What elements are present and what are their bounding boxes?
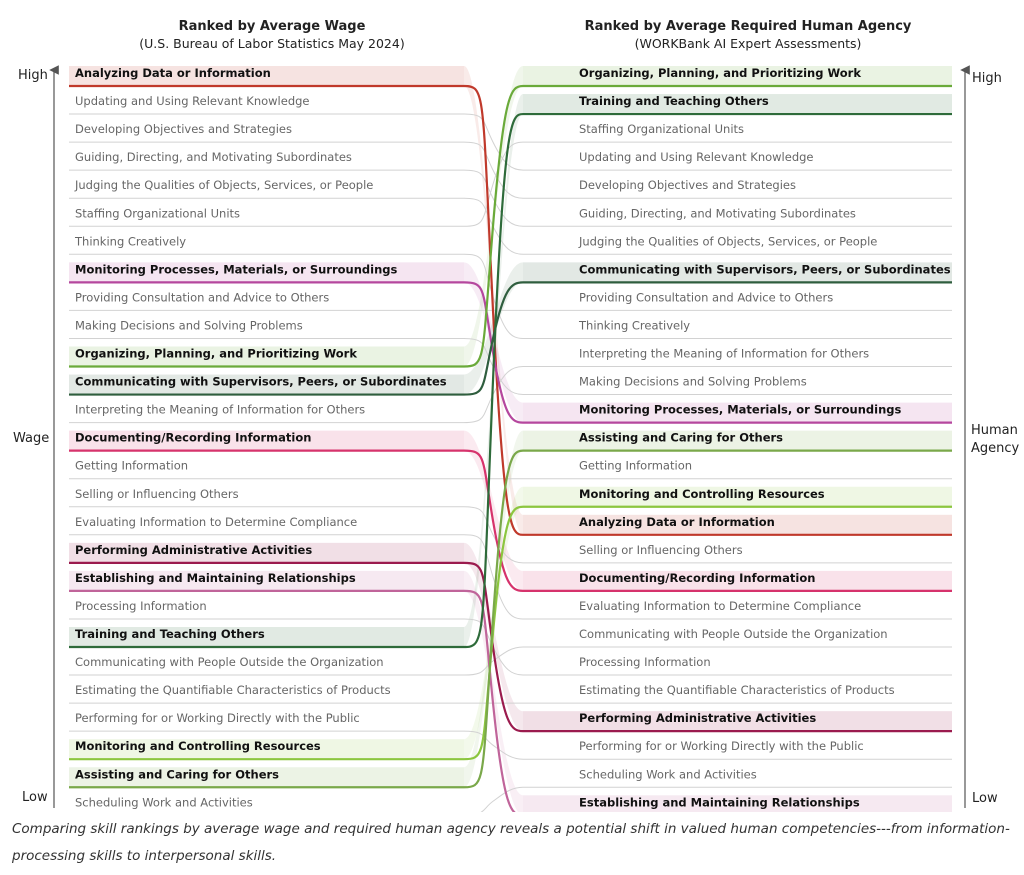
agency-label-thinking-creatively: Thinking Creatively [579, 318, 691, 333]
wage-label-performing-for-or-working-directly-with-the-public: Performing for or Working Directly with the Public [75, 711, 360, 726]
agency-label-monitoring-and-controlling-resources: Monitoring and Controlling Resources [579, 486, 825, 501]
wage-label-interpreting-the-meaning-of-information-for-others: Interpreting the Meaning of Information for Others [75, 402, 366, 417]
wage-label-documenting-recording-information: Documenting/Recording Information [75, 430, 312, 445]
right-low-label: Low [972, 791, 998, 806]
wage-label-providing-consultation-and-advice-to-others: Providing Consultation and Advice to Others [75, 290, 330, 305]
agency-label-performing-for-or-working-directly-with-the-public: Performing for or Working Directly with the Public [579, 739, 864, 754]
agency-label-updating-and-using-relevant-knowledge: Updating and Using Relevant Knowledge [579, 150, 814, 165]
wage-label-staffing-organizational-units: Staffing Organizational Units [75, 206, 241, 221]
left-axis-label: Wage [13, 431, 50, 446]
wage-label-scheduling-work-and-activities: Scheduling Work and Activities [75, 795, 253, 810]
agency-label-estimating-the-quantifiable-characteristics-of-products: Estimating the Quantifiable Characteristics of Products [579, 683, 895, 698]
wage-label-guiding-directing-and-motivating-subordinates: Guiding, Directing, and Motivating Subordinates [75, 150, 352, 165]
left-low-label: Low [22, 790, 48, 805]
wage-label-processing-information: Processing Information [75, 598, 207, 613]
wage-label-organizing-planning-and-prioritizing-work: Organizing, Planning, and Prioritizing Work [75, 346, 357, 361]
agency-label-communicating-with-people-outside-the-organization: Communicating with People Outside the Organization [579, 627, 888, 641]
agency-label-establishing-and-maintaining-relationships: Establishing and Maintaining Relationships [579, 795, 860, 810]
agency-label-guiding-directing-and-motivating-subordinates: Guiding, Directing, and Motivating Subordinates [579, 206, 856, 221]
agency-label-monitoring-processes-materials-or-surroundings: Monitoring Processes, Materials, or Surroundings [579, 402, 902, 417]
wage-label-developing-objectives-and-strategies: Developing Objectives and Strategies [75, 122, 292, 137]
agency-label-performing-administrative-activities: Performing Administrative Activities [579, 711, 817, 726]
agency-label-organizing-planning-and-prioritizing-work: Organizing, Planning, and Prioritizing Work [579, 66, 861, 80]
right-subtitle: (WORKBank AI Expert Assessments) [634, 36, 862, 51]
agency-label-selling-or-influencing-others: Selling or Influencing Others [579, 542, 743, 557]
wage-label-assisting-and-caring-for-others: Assisting and Caring for Others [75, 767, 280, 782]
left-title: Ranked by Average Wage [178, 19, 366, 34]
agency-label-training-and-teaching-others: Training and Teaching Others [579, 94, 769, 109]
agency-label-scheduling-work-and-activities: Scheduling Work and Activities [579, 767, 757, 782]
wage-label-making-decisions-and-solving-problems: Making Decisions and Solving Problems [75, 318, 303, 333]
wage-label-communicating-with-supervisors-peers-or-subordinates: Communicating with Supervisors, Peers, or Subordinates [75, 374, 447, 389]
wage-label-performing-administrative-activities: Performing Administrative Activities [75, 542, 313, 557]
right-high-label: High [972, 71, 1002, 86]
wage-label-establishing-and-maintaining-relationships: Establishing and Maintaining Relationships [75, 570, 356, 585]
left-high-label: High [18, 68, 48, 83]
right-title: Ranked by Average Required Human Agency [584, 19, 912, 34]
figure-caption: Comparing skill rankings by average wage and required human agency reveals a potential shift in valued human competencies---from information-processing skills to interpersonal skills. [12, 821, 1010, 864]
agency-label-analyzing-data-or-information: Analyzing Data or Information [579, 514, 775, 529]
wage-label-thinking-creatively: Thinking Creatively [75, 234, 187, 249]
agency-label-evaluating-information-to-determine-compliance: Evaluating Information to Determine Compliance [579, 598, 862, 613]
wage-label-estimating-the-quantifiable-characteristics-of-products: Estimating the Quantifiable Characteristics of Products [75, 683, 391, 698]
wage-label-judging-the-qualities-of-objects-services-or-people: Judging the Qualities of Objects, Services, or People [75, 178, 374, 193]
wage-label-evaluating-information-to-determine-compliance: Evaluating Information to Determine Compliance [75, 514, 358, 529]
wage-label-training-and-teaching-others: Training and Teaching Others [75, 627, 265, 641]
agency-label-assisting-and-caring-for-others: Assisting and Caring for Others [579, 430, 784, 445]
agency-label-documenting-recording-information: Documenting/Recording Information [579, 570, 816, 585]
wage-label-monitoring-processes-materials-or-surroundings: Monitoring Processes, Materials, or Surroundings [75, 262, 398, 277]
wage-label-monitoring-and-controlling-resources: Monitoring and Controlling Resources [75, 739, 321, 754]
agency-label-processing-information: Processing Information [579, 655, 711, 670]
agency-label-getting-information: Getting Information [579, 458, 693, 473]
agency-label-making-decisions-and-solving-problems: Making Decisions and Solving Problems [579, 374, 807, 389]
right-axis-label-line2: Agency [971, 441, 1020, 456]
agency-label-staffing-organizational-units: Staffing Organizational Units [579, 122, 745, 137]
agency-label-providing-consultation-and-advice-to-others: Providing Consultation and Advice to Others [579, 290, 834, 305]
wage-label-analyzing-data-or-information: Analyzing Data or Information [75, 66, 271, 80]
agency-label-judging-the-qualities-of-objects-services-or-people: Judging the Qualities of Objects, Services, or People [579, 234, 878, 249]
wage-label-selling-or-influencing-others: Selling or Influencing Others [75, 486, 239, 501]
wage-label-communicating-with-people-outside-the-organization: Communicating with People Outside the Organization [75, 655, 384, 670]
left-subtitle: (U.S. Bureau of Labor Statistics May 2024) [139, 36, 405, 51]
connector-developing-objectives-and-strategies [464, 142, 523, 198]
right-axis-label-line1: Human [971, 423, 1018, 438]
agency-label-developing-objectives-and-strategies: Developing Objectives and Strategies [579, 178, 796, 193]
wage-label-getting-information: Getting Information [75, 458, 189, 473]
wage-label-updating-and-using-relevant-knowledge: Updating and Using Relevant Knowledge [75, 94, 310, 109]
agency-label-interpreting-the-meaning-of-information-for-others: Interpreting the Meaning of Information for Others [579, 346, 870, 361]
agency-label-communicating-with-supervisors-peers-or-subordinates: Communicating with Supervisors, Peers, or Subordinates [579, 262, 951, 277]
